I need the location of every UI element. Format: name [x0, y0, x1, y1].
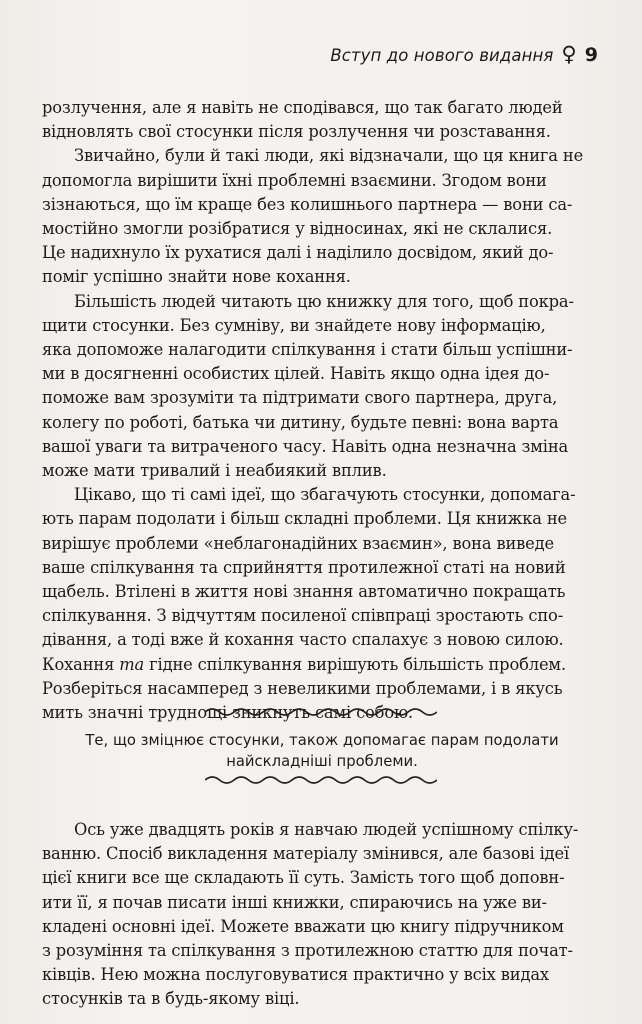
emphasis-word: та	[119, 654, 145, 674]
text-line: з розуміння та спілкування з протилежною статтю для почат-	[42, 941, 573, 961]
text-line: зізнаються, що їм краще без колишнього партнера — вони са-	[42, 194, 573, 214]
running-title: Вступ до нового видання	[330, 45, 554, 65]
text-line: цієї книги все ще складають її суть. Замість того щоб доповн-	[42, 868, 565, 888]
text-line: спілкування. З відчуттям посиленої співпраці зростають спо-	[42, 606, 564, 626]
text-line: відновлять свої стосунки після розлучення чи розставання.	[42, 122, 551, 142]
body-text-bottom	[42, 818, 602, 1012]
wavy-divider-top	[205, 706, 437, 718]
text-line: Ось уже двадцять років я навчаю людей успішному спілку-	[74, 820, 579, 839]
text-line: щити стосунки. Без сумніву, ви знайдете нову інформацію,	[42, 315, 546, 335]
running-header	[330, 41, 598, 66]
text-line: допомогла вирішити їхні проблемні взаємини. Згодом вони	[42, 170, 547, 190]
venus-symbol-icon: ♀	[561, 41, 577, 66]
text-line: яка допоможе налагодити спілкування і стати більш успішни-	[42, 340, 573, 360]
text-line: ківців. Нею можна послуговуватися практично у всіх видах	[42, 965, 549, 985]
page-number: 9	[584, 44, 598, 66]
text-line: ваше спілкування та сприйняття протилежної статі на новий	[42, 557, 566, 577]
text-line: дівання, а тоді вже й кохання часто спалахує з новою силою.	[42, 630, 564, 650]
text-line: ити її, я почав писати інші книжки, спираючись на уже ви-	[42, 892, 547, 912]
wavy-divider-bottom	[205, 774, 437, 786]
text-line: стосунків та в будь-якому віці.	[42, 989, 300, 1009]
text-line: ванню. Спосіб викладення матеріалу змінився, але базові ідеї	[42, 844, 570, 864]
text-line: Більшість людей читають цю книжку для того, щоб покра-	[74, 291, 574, 311]
text-line-with-emphasis	[42, 653, 602, 677]
text-line: ють парам подолати і більш складні проблеми. Ця книжка не	[42, 509, 568, 529]
text-line: розлучення, але я навіть не сподівався, що так багато людей	[42, 98, 563, 117]
text-fragment: Кохання	[42, 654, 115, 674]
text-line: ми в досягненні особистих цілей. Навіть якщо одна ідея до-	[42, 364, 550, 384]
text-line: Цікаво, що ті самі ідеї, що збагачують стосунки, допомага-	[74, 485, 576, 505]
text-line: мостійно змогли розібратися у відносинах, які не склалися.	[42, 219, 553, 239]
text-fragment: гідне спілкування вирішують більшість проблем.	[149, 654, 566, 674]
text-line: може мати тривалий і неабиякий вплив.	[42, 461, 387, 481]
text-line: кладені основні ідеї. Можете вважати цю книгу підручником	[42, 916, 564, 936]
text-line: Розберіться насамперед з невеликими проблемами, і в якусь	[42, 678, 563, 698]
text-line: поможе вам зрозуміти та підтримати свого партнера, друга,	[42, 388, 558, 408]
text-line: Це надихнуло їх рухатися далі і наділило досвідом, який до-	[42, 243, 554, 263]
callout-quote	[34, 730, 610, 772]
text-line: Звичайно, були й такі люди, які відзначали, що ця книга не	[74, 146, 584, 166]
text-line: вирішує проблеми «неблагонадійних взаємин», вона виведе	[42, 533, 555, 553]
text-line: щабель. Втілені в життя нові знання автоматично покращать	[42, 582, 566, 602]
callout-line: найскладніші проблеми.	[226, 753, 418, 770]
text-line: мить значні труднощі зникнуть самі собою.	[42, 703, 414, 723]
body-text-top	[42, 96, 602, 725]
callout-line: Те, що зміцнює стосунки, також допомагає парам подолати	[85, 732, 559, 749]
text-line: колегу по роботі, батька чи дитину, будьте певні: вона варта	[42, 412, 559, 432]
text-line: поміг успішно знайти нове кохання.	[42, 267, 351, 287]
text-line: вашої уваги та витраченого часу. Навіть одна незначна зміна	[42, 436, 569, 456]
